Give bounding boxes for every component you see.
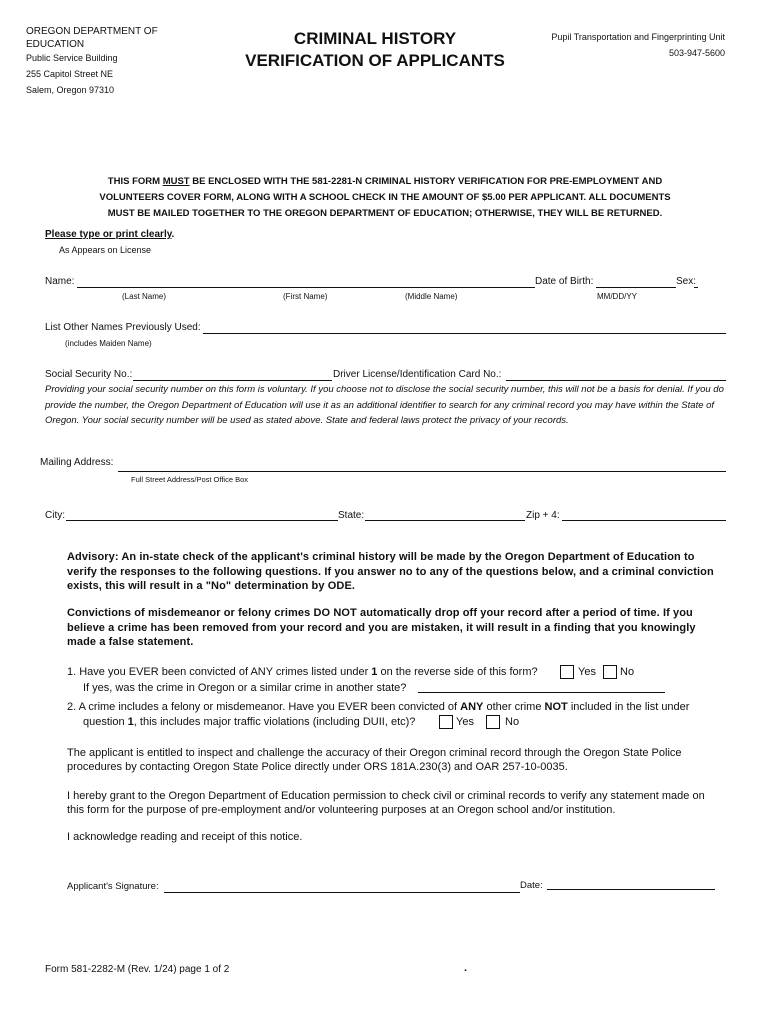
q2-bold-number: 1 bbox=[127, 716, 134, 728]
agency-name bbox=[26, 25, 158, 51]
title-line1: CRIMINAL HISTORY bbox=[293, 29, 457, 48]
q2-no-checkbox[interactable] bbox=[486, 715, 500, 729]
signature-label: Applicant's Signature: bbox=[67, 881, 159, 892]
title-line2: VERIFICATION OF APPLICANTS bbox=[245, 51, 505, 70]
type-print-instruction bbox=[45, 229, 174, 240]
q1-no-checkbox[interactable] bbox=[603, 665, 617, 679]
q2-text-mid: other crime bbox=[483, 701, 545, 713]
city-address: Salem, Oregon 97310 bbox=[26, 85, 115, 95]
question-1 bbox=[67, 666, 538, 678]
other-names-input-line[interactable] bbox=[203, 333, 726, 334]
acknowledge-statement: I acknowledge reading and receipt of this notice. bbox=[67, 831, 303, 843]
street-address-hint: Full Street Address/Post Office Box bbox=[131, 475, 248, 484]
dob-format-hint: MM/DD/YY bbox=[597, 292, 637, 301]
grant-permission-paragraph: I hereby grant to the Oregon Department of Education permission to check civil or criminal records to verify any statement made on this form for the purpose of pre-employment and/or volunteering purposes at an Oregon school and/or institution. bbox=[67, 790, 705, 816]
notice-line1-post: BE ENCLOSED WITH THE 581-2281-N CRIMINAL HISTORY VERIFICATION FOR PRE-EMPLOYMENT AND bbox=[189, 176, 663, 187]
q1-yes-checkbox[interactable] bbox=[560, 665, 574, 679]
state-label: State: bbox=[338, 510, 365, 521]
license-input-line[interactable] bbox=[506, 380, 726, 381]
notice-line2: VOLUNTEERS COVER FORM, ALONG WITH A SCHOOL CHECK IN THE AMOUNT OF $5.00 PER APPLICANT. ALL DOCUMENTS bbox=[99, 192, 671, 203]
q2-any: ANY bbox=[460, 701, 484, 713]
q2-yes-label: Yes bbox=[456, 716, 474, 728]
q1-no-label: No bbox=[620, 666, 635, 678]
ssn-disclaimer: Providing your social security number on this form is voluntary. If you choose not to disclose the social security number, this will not be a basis for denial. If you do provide the number, the Oregon Department of Education will use it as an additional identifier to search for any criminal record you may have within the State of Oregon. Your social security number will be used as stated above. State and federal laws protect the privacy of your records. bbox=[45, 384, 724, 426]
type-print-period: . bbox=[171, 229, 175, 240]
dob-label: Date of Birth: bbox=[535, 276, 594, 287]
city-input-line[interactable] bbox=[66, 520, 338, 521]
q2-not: NOT bbox=[544, 701, 568, 713]
dob-input-line[interactable] bbox=[596, 287, 676, 288]
q2-no-label: No bbox=[505, 716, 520, 728]
question-2-line1 bbox=[67, 701, 689, 713]
date-input-line[interactable] bbox=[547, 889, 715, 890]
q2-yes-checkbox[interactable] bbox=[439, 715, 453, 729]
zip-input-line[interactable] bbox=[562, 520, 726, 521]
mailing-address-label: Mailing Address: bbox=[40, 457, 114, 468]
q2-line2-pre: question bbox=[83, 716, 128, 728]
unit-name: Pupil Transportation and Fingerprinting Unit bbox=[551, 32, 725, 42]
q2-line2-post: , this includes major traffic violations (including DUII, etc)? bbox=[133, 716, 416, 728]
type-print-text: Please type or print clearly bbox=[45, 229, 172, 240]
signature-input-line[interactable] bbox=[164, 892, 520, 893]
advisory-paragraph: Advisory: An in-state check of the applicant's criminal history will be made by the Oregon Department of Education to verify the responses to the following questions. If you answer no to any of the questions below, and a criminal conviction exists, this will result in a "No" determination by ODE. bbox=[67, 551, 714, 592]
agency-line1: OREGON DEPARTMENT OF bbox=[26, 26, 158, 37]
city-label: City: bbox=[45, 510, 65, 521]
street-address: 255 Capitol Street NE bbox=[26, 69, 114, 79]
agency-line2: EDUCATION bbox=[26, 39, 85, 50]
q1-text-pre: 1. Have you EVER been convicted of ANY crimes listed under bbox=[67, 666, 372, 678]
notice-line3: MUST BE MAILED TOGETHER TO THE OREGON DEPARTMENT OF EDUCATION; OTHERWISE, THEY WILL BE RETURNED. bbox=[107, 208, 663, 219]
notice-line1-pre: THIS FORM bbox=[107, 176, 163, 187]
state-input-line[interactable] bbox=[365, 520, 525, 521]
unit-phone: 503-947-5600 bbox=[668, 48, 725, 58]
q1-text-post: on the reverse side of this form? bbox=[377, 666, 538, 678]
page-title bbox=[225, 28, 525, 72]
sex-input-line[interactable] bbox=[694, 287, 698, 288]
question-2-line2 bbox=[83, 716, 415, 728]
form-id-footer: Form 581-2282-M (Rev. 1/24) page 1 of 2 bbox=[45, 964, 230, 975]
ssn-input-line[interactable] bbox=[133, 380, 332, 381]
first-name-hint: (First Name) bbox=[283, 292, 328, 301]
maiden-name-hint: (includes Maiden Name) bbox=[65, 339, 152, 348]
footer-dot: . bbox=[464, 962, 468, 974]
other-names-label: List Other Names Previously Used: bbox=[45, 322, 201, 333]
enclosure-notice bbox=[40, 174, 730, 222]
sex-label: Sex: bbox=[676, 276, 697, 287]
q1-bold-number: 1 bbox=[371, 666, 378, 678]
mailing-address-input-line[interactable] bbox=[118, 471, 726, 472]
ssn-label: Social Security No.: bbox=[45, 369, 133, 380]
q1-followup-input-line[interactable] bbox=[418, 692, 665, 693]
building-name: Public Service Building bbox=[26, 53, 118, 63]
inspect-record-paragraph: The applicant is entitled to inspect and challenge the accuracy of their Oregon criminal record through the Oregon State Police procedures by contacting Oregon State Police directly under ORS 181A.230(3) and OAR 257-10-0035. bbox=[67, 747, 682, 773]
notice-must: MUST bbox=[162, 176, 190, 187]
middle-name-hint: (Middle Name) bbox=[405, 292, 458, 301]
q2-text-post: included in the list under bbox=[567, 701, 690, 713]
last-name-hint: (Last Name) bbox=[122, 292, 167, 301]
conviction-warning-paragraph: Convictions of misdemeanor or felony crimes DO NOT automatically drop off your record after a period of time. If you believe a crime has been removed from your record and you are mistaken, it will result in a finding that you knowingly made a false statement. bbox=[67, 607, 696, 648]
name-label: Name: bbox=[45, 276, 75, 287]
license-label: Driver License/Identification Card No.: bbox=[333, 369, 502, 380]
q1-yes-label: Yes bbox=[578, 666, 596, 678]
q2-text-pre: 2. A crime includes a felony or misdemeanor. Have you EVER been convicted of bbox=[67, 701, 461, 713]
as-appears-hint: As Appears on License bbox=[59, 245, 152, 255]
zip-label: Zip + 4: bbox=[526, 510, 560, 521]
name-input-line[interactable] bbox=[77, 287, 535, 288]
date-label: Date: bbox=[520, 880, 543, 891]
q1-followup: If yes, was the crime in Oregon or a similar crime in another state? bbox=[83, 682, 407, 694]
